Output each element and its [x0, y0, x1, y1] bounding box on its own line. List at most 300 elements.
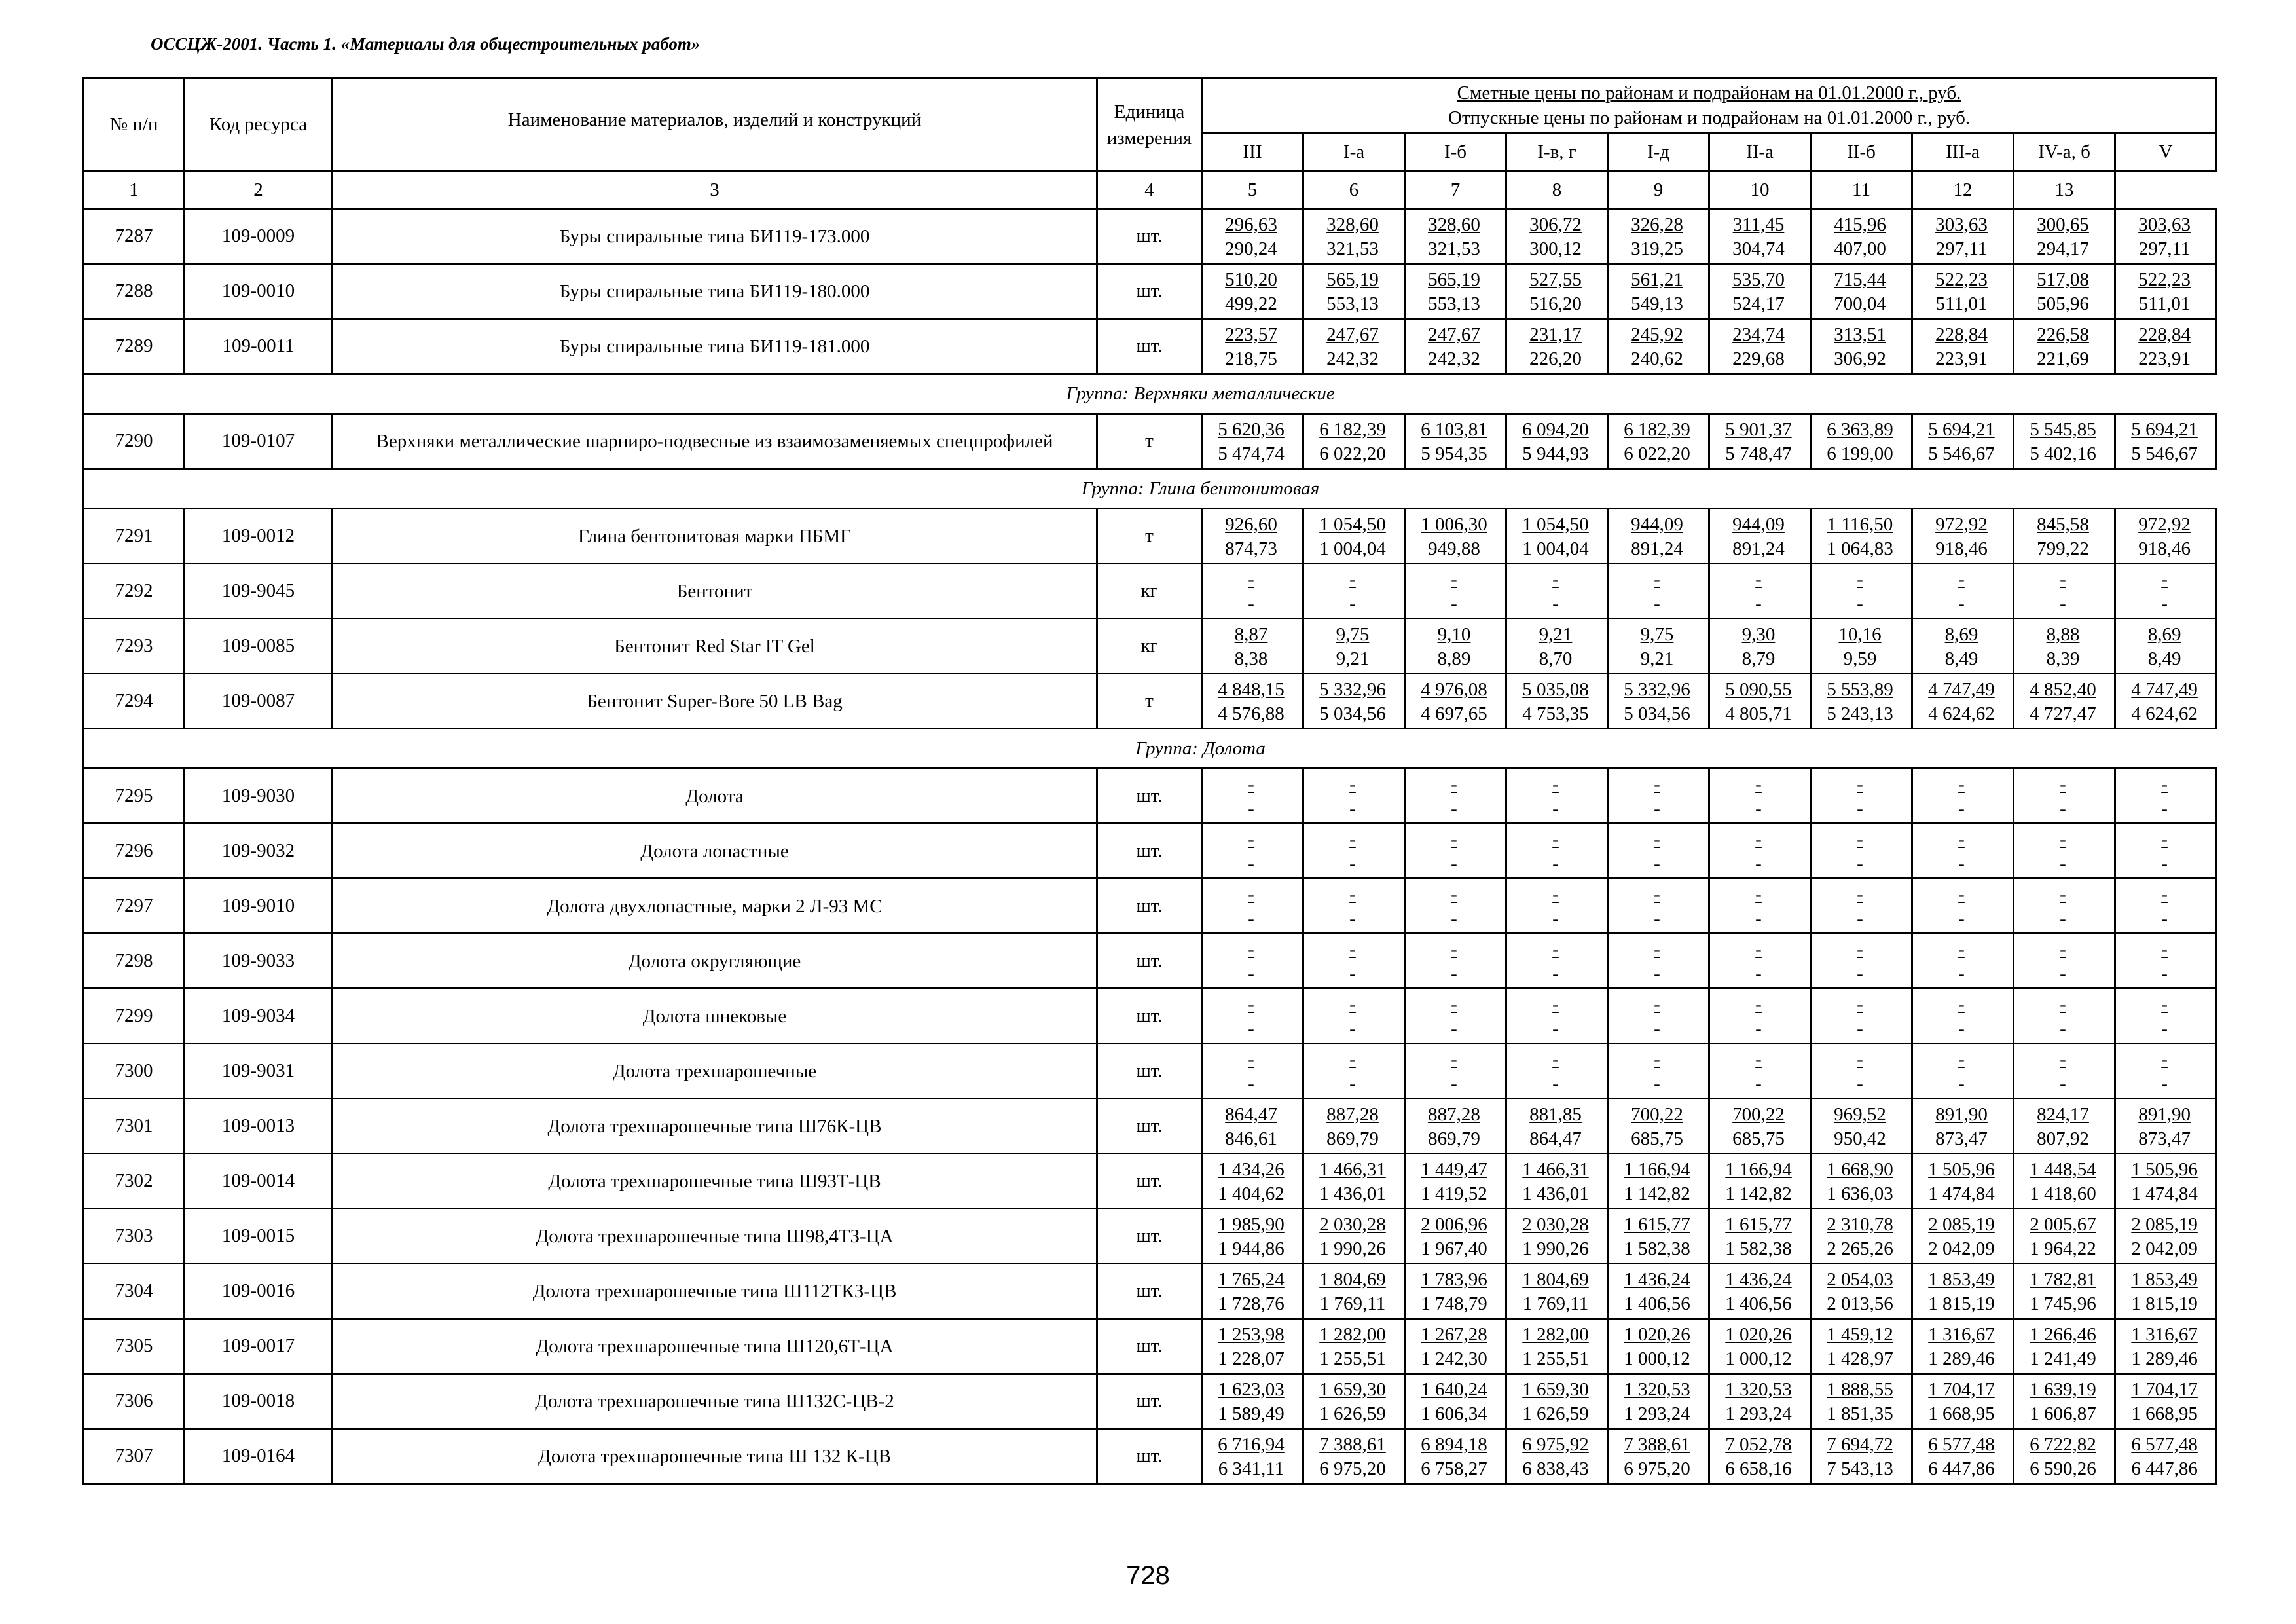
estimate-price: 231,17: [1529, 323, 1582, 345]
estimate-price: 5 553,89: [1827, 678, 1893, 700]
unit: шт.: [1097, 1209, 1202, 1264]
release-price: -: [2060, 908, 2066, 929]
estimate-price: 7 388,61: [1319, 1433, 1386, 1455]
estimate-price: 5 901,37: [1725, 418, 1792, 440]
price-cell: [2115, 1209, 2217, 1264]
estimate-price: 1 853,49: [2131, 1268, 2198, 1290]
estimate-price: 5 332,96: [1624, 678, 1690, 700]
estimate-price: 6 182,39: [1624, 418, 1690, 440]
estimate-price: 1 054,50: [1319, 513, 1386, 535]
estimate-price: -: [1755, 1048, 1762, 1070]
release-price: -: [1857, 798, 1863, 819]
price-cell: [2014, 674, 2115, 729]
price-cell: [2115, 1154, 2217, 1209]
release-price: 1 004,04: [1319, 538, 1386, 559]
release-price: 1 293,24: [1624, 1403, 1690, 1424]
estimate-price: 1 640,24: [1421, 1378, 1487, 1400]
estimate-price: 4 976,08: [1421, 678, 1487, 700]
price-cell: [1405, 769, 1506, 824]
release-price: 1 745,96: [2030, 1293, 2096, 1314]
estimate-price: 715,44: [1834, 268, 1886, 290]
price-cell: [1506, 564, 1608, 619]
release-price: 918,46: [1935, 538, 1988, 559]
estimate-price: 522,23: [2138, 268, 2191, 290]
estimate-price: -: [2161, 938, 2168, 960]
estimate-price: 2 030,28: [1319, 1213, 1386, 1235]
estimate-price: 1 320,53: [1725, 1378, 1792, 1400]
col-header-number: 1: [84, 172, 185, 209]
release-price: -: [1857, 908, 1863, 929]
col-header-number: 5: [1202, 172, 1303, 209]
estimate-price: 313,51: [1834, 323, 1886, 345]
estimate-price: -: [1349, 773, 1356, 795]
release-price-caption: Отпускные цены по районам и подрайонам на 01.01.2000 г., руб.: [1448, 107, 1971, 128]
release-price: 223,91: [1935, 348, 1988, 369]
estimate-price: -: [1654, 568, 1660, 590]
estimate-price: 1 020,26: [1624, 1323, 1690, 1345]
price-cell: [2014, 769, 2115, 824]
material-name: Бентонит Super-Bore 50 LB Bag: [333, 674, 1097, 729]
price-cell: [1811, 209, 1912, 264]
release-price: -: [1958, 1018, 1965, 1039]
price-cell: [1506, 879, 1608, 934]
price-cell: [1811, 674, 1912, 729]
estimate-price: 234,74: [1732, 323, 1785, 345]
price-cell: [1608, 769, 1709, 824]
price-cell: [2014, 319, 2115, 374]
estimate-price: -: [1248, 828, 1254, 850]
unit: кг: [1097, 564, 1202, 619]
price-cell: [2014, 209, 2115, 264]
price-cell: [1608, 674, 1709, 729]
release-price: 9,21: [1640, 648, 1674, 669]
price-cell: [2014, 1044, 2115, 1099]
release-price: 294,17: [2037, 238, 2089, 259]
group-spacer: [84, 374, 185, 414]
price-cell: [1608, 1099, 1709, 1154]
estimate-price: -: [1349, 1048, 1356, 1070]
release-price: 807,92: [2037, 1128, 2089, 1149]
release-price: 6 758,27: [1421, 1458, 1487, 1479]
price-cell: [1202, 619, 1303, 674]
resource-code: 109-9033: [185, 934, 333, 989]
release-price: 1 241,49: [2030, 1348, 2096, 1369]
release-price: 1 255,51: [1522, 1348, 1589, 1369]
price-cell: [1405, 509, 1506, 564]
row-number: 7288: [84, 264, 185, 319]
price-cell: [1506, 1044, 1608, 1099]
price-cell: [1405, 1044, 1506, 1099]
row-number: 7292: [84, 564, 185, 619]
table-row: [84, 824, 2217, 879]
release-price: 1 142,82: [1624, 1183, 1690, 1204]
estimate-price: 1 615,77: [1725, 1213, 1792, 1235]
estimate-price: 1 436,24: [1725, 1268, 1792, 1290]
estimate-price: -: [2161, 828, 2168, 850]
price-cell: [1202, 1154, 1303, 1209]
release-price: -: [1552, 593, 1559, 614]
estimate-price: 2 310,78: [1827, 1213, 1893, 1235]
estimate-price: -: [1451, 1048, 1457, 1070]
price-cell: [1303, 619, 1405, 674]
estimate-price: 7 052,78: [1725, 1433, 1792, 1455]
estimate-price: 247,67: [1326, 323, 1379, 345]
estimate-price: -: [1755, 993, 1762, 1015]
price-cell: [2014, 1209, 2115, 1264]
release-price: 4 624,62: [2131, 703, 2198, 724]
col-header-region: III: [1202, 133, 1303, 172]
release-price: -: [1248, 593, 1254, 614]
price-cell: [1202, 264, 1303, 319]
price-cell: [2014, 1374, 2115, 1429]
material-name: Долота шнековые: [333, 989, 1097, 1044]
resource-code: 109-9031: [185, 1044, 333, 1099]
estimate-price: 326,28: [1631, 213, 1683, 235]
estimate-price: -: [1958, 1048, 1965, 1070]
release-price: -: [1552, 908, 1559, 929]
release-price: -: [1755, 908, 1762, 929]
estimate-price: 972,92: [1935, 513, 1988, 535]
estimate-price: -: [1958, 883, 1965, 905]
row-number: 7301: [84, 1099, 185, 1154]
price-cell: [2115, 769, 2217, 824]
unit: т: [1097, 414, 1202, 469]
table-row: [84, 1209, 2217, 1264]
release-price: 2 265,26: [1827, 1238, 1893, 1259]
release-price: 873,47: [1935, 1128, 1988, 1149]
price-cell: [1405, 1319, 1506, 1374]
release-price: 1 606,87: [2030, 1403, 2096, 1424]
col-header-unit: Единица измерения: [1097, 79, 1202, 172]
col-header-region: I-д: [1608, 133, 1709, 172]
col-header-region: V: [2115, 133, 2217, 172]
unit: шт.: [1097, 1154, 1202, 1209]
release-price: 6 447,86: [1928, 1458, 1995, 1479]
release-price: -: [1349, 963, 1356, 984]
estimate-price: -: [2161, 568, 2168, 590]
price-cell: [1912, 209, 2014, 264]
estimate-price: 226,58: [2037, 323, 2089, 345]
release-price: -: [2060, 798, 2066, 819]
release-price: 6 199,00: [1827, 443, 1893, 464]
table-row: [84, 1374, 2217, 1429]
table-row: [84, 674, 2217, 729]
row-number: 7304: [84, 1264, 185, 1319]
material-name: Долота трехшарошечные типа Ш120,6Т-ЦА: [333, 1319, 1097, 1374]
release-price: -: [1248, 1073, 1254, 1094]
release-price: -: [1451, 1018, 1457, 1039]
estimate-price: -: [1958, 773, 1965, 795]
unit: шт.: [1097, 1319, 1202, 1374]
price-cell: [1506, 619, 1608, 674]
price-cell: [1405, 1374, 1506, 1429]
col-header-number: 6: [1303, 172, 1405, 209]
price-cell: [1912, 1319, 2014, 1374]
price-cell: [1811, 824, 1912, 879]
row-number: 7290: [84, 414, 185, 469]
estimate-price: 6 103,81: [1421, 418, 1487, 440]
release-price: -: [1755, 963, 1762, 984]
group-title: Группа: Долота: [185, 729, 2217, 769]
price-cell: [2115, 264, 2217, 319]
release-price: 6 590,26: [2030, 1458, 2096, 1479]
release-price: 1 582,38: [1624, 1238, 1690, 1259]
price-cell: [1303, 509, 1405, 564]
release-price: -: [1654, 593, 1660, 614]
estimate-price: 5 694,21: [1928, 418, 1995, 440]
release-price: 799,22: [2037, 538, 2089, 559]
release-price: 1 142,82: [1725, 1183, 1792, 1204]
release-price: 700,04: [1834, 293, 1886, 314]
estimate-price: 311,45: [1732, 213, 1785, 235]
row-number: 7302: [84, 1154, 185, 1209]
material-name: Глина бентонитовая марки ПБМГ: [333, 509, 1097, 564]
release-price: 5 474,74: [1218, 443, 1285, 464]
release-price: 297,11: [2138, 238, 2191, 259]
estimate-price: 8,87: [1234, 623, 1268, 645]
estimate-price: 1 505,96: [2131, 1158, 2198, 1180]
resource-code: 109-9030: [185, 769, 333, 824]
material-name: Долота лопастные: [333, 824, 1097, 879]
release-price: 240,62: [1631, 348, 1683, 369]
release-price: -: [1654, 1073, 1660, 1094]
estimate-price: 891,90: [2138, 1103, 2191, 1125]
row-number: 7296: [84, 824, 185, 879]
unit: шт.: [1097, 769, 1202, 824]
estimate-price: -: [1755, 828, 1762, 850]
price-cell: [1709, 1264, 1811, 1319]
release-price: 4 805,71: [1725, 703, 1792, 724]
table-row: [84, 209, 2217, 264]
material-name: Долота трехшарошечные типа Ш76К-ЦВ: [333, 1099, 1097, 1154]
estimate-price: -: [2060, 568, 2066, 590]
price-cell: [1202, 934, 1303, 989]
estimate-price: -: [1857, 568, 1863, 590]
material-name: Долота трехшарошечные типа Ш93Т-ЦВ: [333, 1154, 1097, 1209]
release-price: 1 851,35: [1827, 1403, 1893, 1424]
resource-code: 109-0015: [185, 1209, 333, 1264]
release-price: 5 034,56: [1624, 703, 1690, 724]
release-price: -: [1958, 908, 1965, 929]
release-price: 524,17: [1732, 293, 1785, 314]
estimate-price: 1 888,55: [1827, 1378, 1893, 1400]
release-price: 1 428,97: [1827, 1348, 1893, 1369]
release-price: -: [2161, 908, 2168, 929]
price-cell: [1405, 319, 1506, 374]
estimate-price: -: [1451, 883, 1457, 905]
estimate-price: -: [1248, 993, 1254, 1015]
estimate-price: 6 577,48: [2131, 1433, 2198, 1455]
price-cell: [1811, 319, 1912, 374]
estimate-price: 5 694,21: [2131, 418, 2198, 440]
row-number: 7298: [84, 934, 185, 989]
group-title: Группа: Глина бентонитовая: [185, 469, 2217, 509]
price-cell: [1202, 414, 1303, 469]
release-price: 1 967,40: [1421, 1238, 1487, 1259]
table-row: [84, 769, 2217, 824]
unit: шт.: [1097, 934, 1202, 989]
group-row: [84, 469, 2217, 509]
price-cell: [2115, 1374, 2217, 1429]
release-price: -: [1552, 798, 1559, 819]
estimate-price: -: [1349, 828, 1356, 850]
release-price: 516,20: [1529, 293, 1582, 314]
release-price: 873,47: [2138, 1128, 2191, 1149]
resource-code: 109-0013: [185, 1099, 333, 1154]
price-cell: [1608, 1319, 1709, 1374]
price-cell: [1202, 1264, 1303, 1319]
table-row: [84, 509, 2217, 564]
price-cell: [1709, 1044, 1811, 1099]
estimate-price: 1 466,31: [1319, 1158, 1386, 1180]
group-row: [84, 729, 2217, 769]
estimate-price: 2 030,28: [1522, 1213, 1589, 1235]
estimate-price: 1 020,26: [1725, 1323, 1792, 1345]
group-row: [84, 374, 2217, 414]
price-cell: [1608, 1264, 1709, 1319]
release-price: 874,73: [1225, 538, 1277, 559]
table-row: [84, 1264, 2217, 1319]
release-price: 549,13: [1631, 293, 1683, 314]
price-cell: [2115, 824, 2217, 879]
unit: шт.: [1097, 989, 1202, 1044]
row-number: 7300: [84, 1044, 185, 1099]
price-cell: [1811, 1209, 1912, 1264]
price-cell: [1303, 1154, 1405, 1209]
price-cell: [1608, 1374, 1709, 1429]
col-header-region: I-а: [1303, 133, 1405, 172]
release-price: -: [1552, 1073, 1559, 1094]
release-price: 407,00: [1834, 238, 1886, 259]
release-price: -: [1248, 908, 1254, 929]
estimate-price: -: [1349, 568, 1356, 590]
release-price: 8,49: [1944, 648, 1978, 669]
price-cell: [1608, 1044, 1709, 1099]
release-price: 218,75: [1225, 348, 1277, 369]
release-price: 1 293,24: [1725, 1403, 1792, 1424]
price-cell: [1303, 674, 1405, 729]
estimate-price: 9,10: [1437, 623, 1471, 645]
release-price: 511,01: [2138, 293, 2191, 314]
price-cell: [2014, 1429, 2115, 1484]
unit: шт.: [1097, 264, 1202, 319]
material-name: Долота трехшарошечные: [333, 1044, 1097, 1099]
table-row: [84, 989, 2217, 1044]
estimate-price: -: [1958, 938, 1965, 960]
estimate-price: -: [1857, 773, 1863, 795]
unit: шт.: [1097, 824, 1202, 879]
unit: шт.: [1097, 1044, 1202, 1099]
price-cell: [1709, 319, 1811, 374]
estimate-price: -: [1248, 938, 1254, 960]
release-price: -: [1349, 1073, 1356, 1094]
col-header-region: I-б: [1405, 133, 1506, 172]
col-header-number: 10: [1709, 172, 1811, 209]
estimate-price: -: [1857, 1048, 1863, 1070]
estimate-price: -: [1248, 883, 1254, 905]
estimate-price: 1 316,67: [2131, 1323, 2198, 1345]
release-price: -: [2060, 1073, 2066, 1094]
col-header-number: 8: [1506, 172, 1608, 209]
resource-code: 109-9034: [185, 989, 333, 1044]
estimate-price: -: [1552, 773, 1559, 795]
release-price: -: [2060, 1018, 2066, 1039]
page-header: ОССЦЖ-2001. Часть 1. «Материалы для общестроительных работ»: [151, 34, 701, 54]
estimate-price: 5 035,08: [1522, 678, 1589, 700]
row-number: 7293: [84, 619, 185, 674]
price-cell: [1608, 414, 1709, 469]
price-cell: [1303, 1319, 1405, 1374]
release-price: 5 546,67: [1928, 443, 1995, 464]
price-cell: [1912, 674, 2014, 729]
release-price: 6 341,11: [1218, 1458, 1285, 1479]
estimate-price: 7 388,61: [1624, 1433, 1690, 1455]
price-cell: [1202, 1099, 1303, 1154]
release-price: -: [2161, 593, 2168, 614]
estimate-price: 565,19: [1428, 268, 1480, 290]
estimate-price: 6 722,82: [2030, 1433, 2096, 1455]
material-name: Верхняки металлические шарниро-подвесные из взаимозаменяемых спецпрофилей: [333, 414, 1097, 469]
estimate-price: 303,63: [2138, 213, 2191, 235]
price-cell: [1303, 414, 1405, 469]
price-cell: [2115, 319, 2217, 374]
estimate-price: 1 985,90: [1218, 1213, 1285, 1235]
release-price: -: [1349, 853, 1356, 874]
price-cell: [1303, 1374, 1405, 1429]
estimate-price: -: [1755, 773, 1762, 795]
release-price: 304,74: [1732, 238, 1785, 259]
price-cell: [1811, 1044, 1912, 1099]
release-price: 1 064,83: [1827, 538, 1893, 559]
release-price: 1 474,84: [2131, 1183, 2198, 1204]
price-cell: [1912, 619, 2014, 674]
release-price: 6 658,16: [1725, 1458, 1792, 1479]
release-price: 242,32: [1326, 348, 1379, 369]
estimate-price: 1 765,24: [1218, 1268, 1285, 1290]
estimate-price: 6 577,48: [1928, 1433, 1995, 1455]
col-header-region: II-б: [1811, 133, 1912, 172]
estimate-price: 245,92: [1631, 323, 1683, 345]
unit: шт.: [1097, 1429, 1202, 1484]
resource-code: 109-0009: [185, 209, 333, 264]
release-price: -: [1451, 1073, 1457, 1094]
estimate-price: -: [2060, 1048, 2066, 1070]
price-cell: [2014, 989, 2115, 1044]
resource-code: 109-0016: [185, 1264, 333, 1319]
price-cell: [1709, 414, 1811, 469]
price-cell: [1912, 769, 2014, 824]
release-price: -: [2161, 963, 2168, 984]
price-cell: [1506, 989, 1608, 1044]
estimate-price: 6 182,39: [1319, 418, 1386, 440]
release-price: -: [2060, 593, 2066, 614]
estimate-price: 8,69: [2147, 623, 2181, 645]
price-cell: [1608, 509, 1709, 564]
price-cell: [1303, 879, 1405, 934]
price-cell: [1709, 769, 1811, 824]
price-cell: [1506, 674, 1608, 729]
row-number: 7299: [84, 989, 185, 1044]
price-cell: [1811, 934, 1912, 989]
release-price: 1 626,59: [1522, 1403, 1589, 1424]
estimate-price: 700,22: [1732, 1103, 1785, 1125]
release-price: 1 255,51: [1319, 1348, 1386, 1369]
estimate-price: -: [1349, 993, 1356, 1015]
release-price: -: [2060, 853, 2066, 874]
release-price: 1 668,95: [2131, 1403, 2198, 1424]
price-cell: [1303, 209, 1405, 264]
release-price: 4 727,47: [2030, 703, 2096, 724]
